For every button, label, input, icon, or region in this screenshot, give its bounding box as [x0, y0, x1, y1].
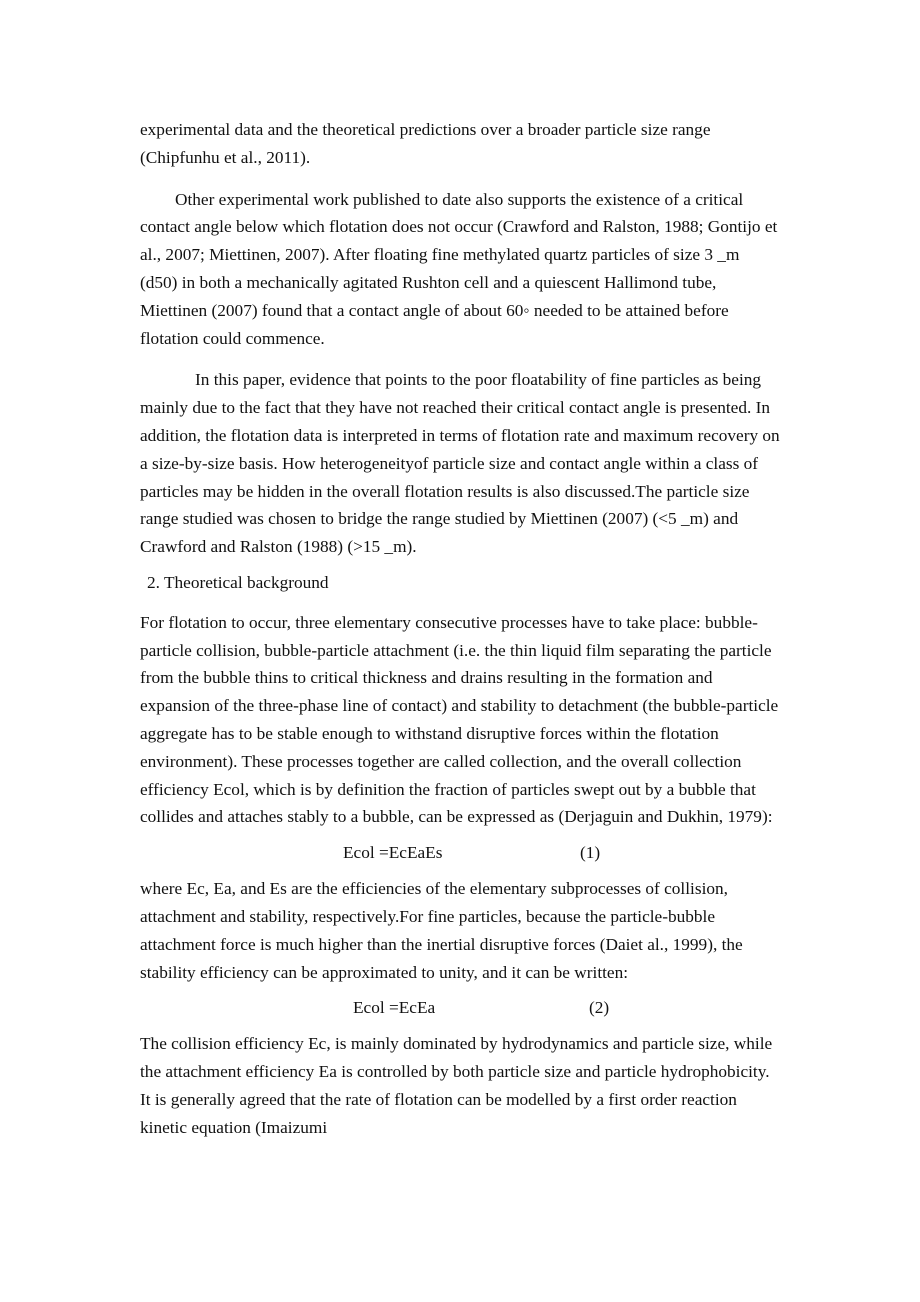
- equation-2-number: (2): [589, 998, 610, 1018]
- paragraph-critical-contact-angle: Other experimental work published to date also supports the existence of a critical contact angle below which flotation does not occur (Crawford and Ralston, 1988; Gontijo et al., 2007; Miettinen, 2007). After floating fine methylated quartz particles of size 3 _m (d50) in both a mechanically agitated Rushton cell and a quiescent Hallimond tube, Miettinen (2007) found that a contact angle of about 60◦ needed to be attained before flotation could commence.: [140, 189, 778, 348]
- paragraph-this-paper: In this paper, evidence that points to the poor floatability of fine particles as being mainly due to the fact that they have not reached their critical contact angle is presented. In addition, the flotation data is interpreted in terms of flotation rate and maximum recovery on a size-by-size basis. How heterogeneityof particle size and contact angle within a class of particles may be hidden in the overall flotation results is also discussed.The particle size range studied was chosen to bridge the range studied by Miettinen (2007) (<5 _m) and Crawford and Ralston (1988) (>15 _m).: [140, 370, 780, 557]
- equation-2-text: Ecol =EcEa: [353, 998, 436, 1018]
- paragraph-continuation: experimental data and the theoretical predictions over a broader particle size range (Chipfunhu et al., 2011).: [140, 120, 711, 167]
- section-heading: 2. Theoretical background: [147, 572, 329, 592]
- document-page: [140, 116, 780, 1142]
- equation-2: [140, 994, 780, 1022]
- equation-1-text: Ecol =EcEaEs: [343, 843, 443, 863]
- paragraph-flotation-processes: For flotation to occur, three elementary consecutive processes have to take place: bubble-particle collision, bubble-particle attachment (i.e. the thin liquid film separating the particle from the bubble thins to critical thickness and drains resulting in the formation and expansion of the three-phase line of contact) and stability to detachment (the bubble-particle aggregate has to be stable enough to withstand disruptive forces within the flotation environment). These processes together are called collection, and the overall collection efficiency Ecol, which is by definition the fraction of particles swept out by a bubble that collides and attaches stably to a bubble, can be expressed as (Derjaguin and Dukhin, 1979):: [140, 612, 779, 827]
- equation-1-number: (1): [580, 843, 601, 863]
- equation-1: [140, 839, 780, 867]
- paragraph-efficiencies: where Ec, Ea, and Es are the efficiencies of the elementary subprocesses of collision, attachment and stability, respectively.For fine particles, because the particle-bubble attachment force is much higher than the inertial disruptive forces (Daiet al., 1999), the stability efficiency can be approximated to unity, and it can be written:: [140, 879, 743, 982]
- paragraph-collision-efficiency: The collision efficiency Ec, is mainly dominated by hydrodynamics and particle size, while the attachment efficiency Ea is controlled by both particle size and particle hydrophobicity. It is generally agreed that the rate of flotation can be modelled by a first order reaction kinetic equation (Imaizumi: [140, 1034, 773, 1137]
